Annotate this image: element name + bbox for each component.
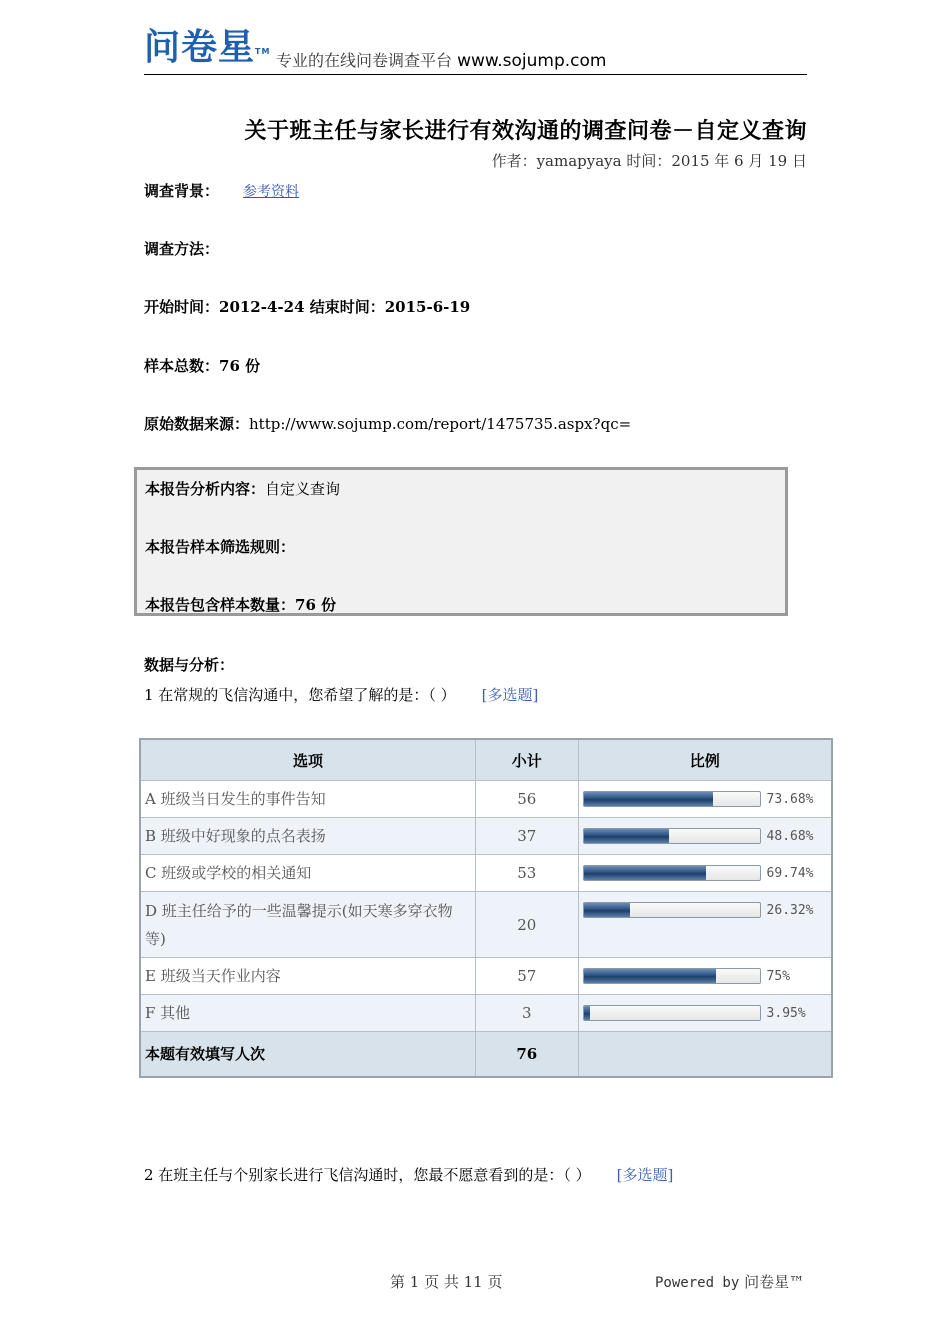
table-row [140, 995, 832, 1032]
total-value: 76 [475, 1032, 578, 1078]
progress-bar [583, 791, 761, 807]
site-url: www.sojump.com [457, 51, 607, 71]
option-count: 53 [475, 855, 578, 892]
progress-fill [584, 903, 630, 917]
table-row [140, 892, 832, 958]
tagline [276, 50, 606, 72]
powered-by [655, 1271, 804, 1292]
powered-brand: 问卷星™ [744, 1273, 805, 1291]
option-ratio [578, 781, 832, 818]
report-content-value: 自定义查询 [265, 480, 341, 498]
page-number: 第 1 页 共 11 页 [390, 1273, 503, 1291]
progress-fill [584, 1006, 591, 1020]
source-line [144, 413, 631, 434]
progress-bar [583, 1005, 761, 1021]
background-field [144, 180, 299, 201]
author-meta: 作者：yamapyaya 时间：2015 年 6 月 19 日 [491, 152, 807, 170]
analysis-label: 数据与分析： [144, 656, 235, 674]
percent-label: 73.68% [766, 791, 814, 807]
option-ratio [578, 855, 832, 892]
option-count: 37 [475, 818, 578, 855]
logo-text: 问卷星 [144, 27, 256, 68]
source-url: http://www.sojump.com/report/1475735.aspx?qc= [249, 415, 632, 433]
question-1-table [139, 738, 833, 1078]
percent-label: 3.95% [766, 1005, 806, 1021]
progress-bar [583, 968, 761, 984]
header-ratio: 比例 [578, 739, 832, 781]
powered-text: Powered by [655, 1275, 740, 1291]
method-label: 调查方法： [144, 240, 220, 258]
report-content [145, 478, 340, 499]
progress-bar [583, 865, 761, 881]
option-count: 3 [475, 995, 578, 1032]
total-row [140, 1032, 832, 1078]
tagline-text: 专业的在线问卷调查平台 [276, 51, 453, 70]
option-label: B 班级中好现象的点名表扬 [140, 818, 475, 855]
option-ratio [578, 892, 832, 958]
option-ratio [578, 818, 832, 855]
table-row [140, 855, 832, 892]
percent-label: 69.74% [766, 865, 814, 881]
option-label: A 班级当日发生的事件告知 [140, 781, 475, 818]
progress-bar [583, 828, 761, 844]
question-2-type: [多选题] [616, 1166, 674, 1184]
report-count: 本报告包含样本数量：76 份 [145, 596, 337, 614]
question-2 [144, 1164, 673, 1185]
option-label: F 其他 [140, 995, 475, 1032]
percent-label: 75% [766, 968, 791, 984]
progress-bar [583, 902, 761, 918]
option-label: D 班主任给予的一些温馨提示(如天寒多穿衣物等) [140, 892, 475, 958]
dates-line: 开始时间：2012-4-24 结束时间：2015-6-19 [144, 298, 471, 316]
reference-link[interactable]: 参考资料 [243, 184, 300, 200]
percent-label: 48.68% [766, 828, 814, 844]
table-row [140, 958, 832, 995]
report-content-label: 本报告分析内容： [145, 480, 266, 498]
page-title: 关于班主任与家长进行有效沟通的调查问卷－自定义查询 [244, 118, 807, 144]
header-option: 选项 [140, 739, 475, 781]
table-header-row [140, 739, 832, 781]
progress-fill [584, 866, 707, 880]
source-label: 原始数据来源： [144, 415, 250, 433]
total-empty [578, 1032, 832, 1078]
total-label: 本题有效填写人次 [140, 1032, 475, 1078]
percent-label: 26.32% [766, 902, 814, 918]
option-label: E 班级当天作业内容 [140, 958, 475, 995]
question-1-text: 1 在常规的飞信沟通中，您希望了解的是：（ ） [144, 686, 456, 704]
logo-tm: TM [255, 47, 271, 56]
report-info-box [134, 467, 788, 616]
logo [144, 26, 270, 70]
background-label: 调查背景： [144, 182, 220, 200]
option-count: 57 [475, 958, 578, 995]
question-1-type: [多选题] [481, 686, 539, 704]
page-header [144, 24, 807, 75]
table-row [140, 781, 832, 818]
question-1 [144, 684, 538, 705]
option-ratio [578, 995, 832, 1032]
question-2-text: 2 在班主任与个别家长进行飞信沟通时，您最不愿意看到的是：（ ） [144, 1166, 591, 1184]
option-label: C 班级或学校的相关通知 [140, 855, 475, 892]
option-count: 56 [475, 781, 578, 818]
option-ratio [578, 958, 832, 995]
report-rule: 本报告样本筛选规则： [145, 538, 296, 556]
header-count: 小计 [475, 739, 578, 781]
progress-fill [584, 792, 714, 806]
sample-total: 样本总数：76 份 [144, 357, 261, 375]
progress-fill [584, 829, 670, 843]
option-count: 20 [475, 892, 578, 958]
progress-fill [584, 969, 716, 983]
table-row [140, 818, 832, 855]
